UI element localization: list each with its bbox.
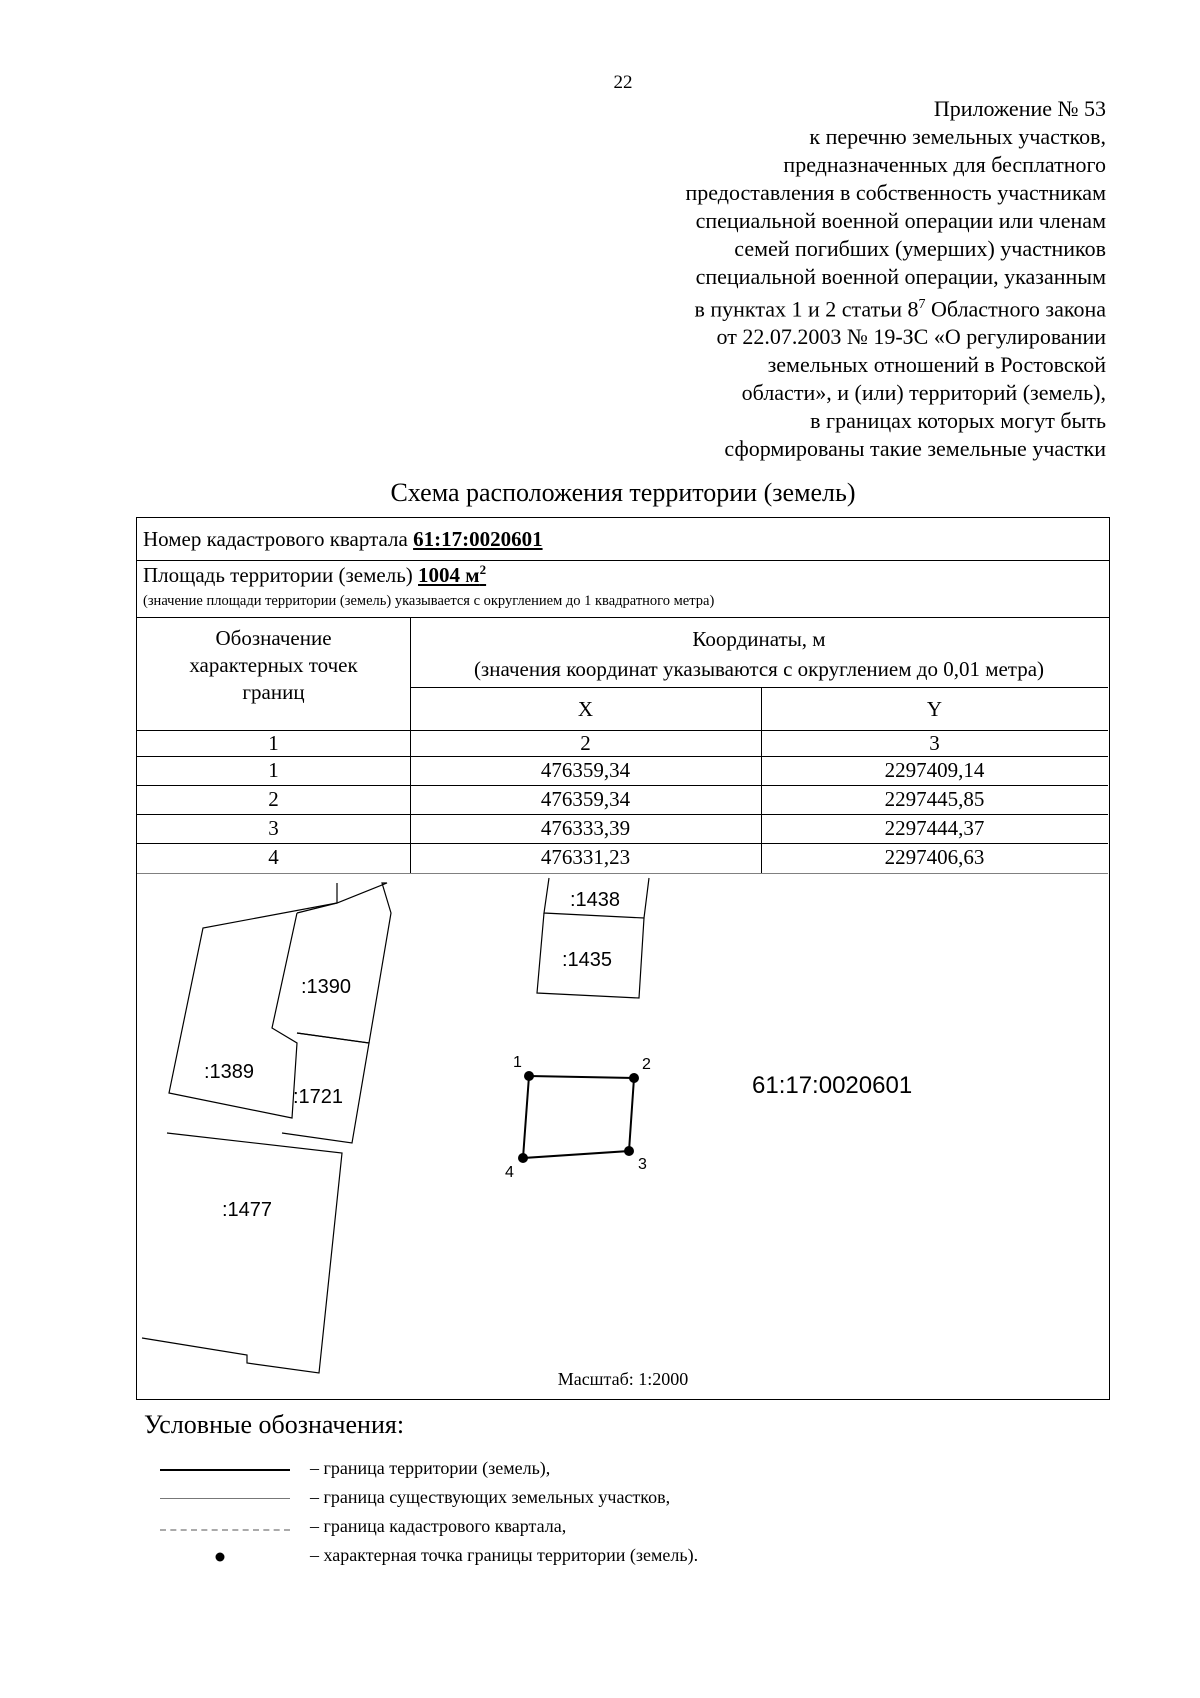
- parcel-label-1389: :1389: [204, 1061, 255, 1083]
- dot-icon: [160, 1549, 290, 1565]
- legend-text: – граница территории (земель),: [310, 1458, 551, 1478]
- coord-y: 2297444,37: [884, 816, 985, 840]
- boundary-point-3: [624, 1146, 634, 1156]
- cadastral-number: 61:17:0020601: [413, 527, 543, 551]
- territory-boundary: [518, 1071, 639, 1163]
- appendix-line: в границах которых могут быть: [810, 408, 1106, 434]
- point-symbol: [160, 1549, 290, 1565]
- quarter-label: 61:17:0020601: [752, 1072, 913, 1099]
- point-label-1: 1: [513, 1054, 522, 1071]
- coordinates-table: [137, 617, 1108, 873]
- appendix-line: земельных отношений в Ростовской: [767, 352, 1106, 378]
- appendix-line: предназначенных для бесплатного: [783, 152, 1106, 177]
- boundary-point-4: [518, 1153, 528, 1163]
- point-label-4: 4: [505, 1164, 514, 1181]
- legend-text: – характерная точка границы территории (земель).: [310, 1545, 699, 1565]
- cadastral-map: [137, 873, 1108, 1399]
- appendix-line: к перечню земельных участков,: [809, 124, 1106, 149]
- appendix-line: специальной военной операции или членам: [695, 208, 1106, 233]
- parcel-label-1721: :1721: [293, 1086, 344, 1108]
- coord-x: 476359,34: [540, 758, 631, 782]
- appendix-line: [546, 291, 1106, 323]
- parcel-label-1438: :1438: [570, 889, 621, 911]
- legend-quarter-boundary: [160, 1516, 860, 1540]
- solid-line-symbol: [160, 1469, 290, 1471]
- area-unit-sup: 2: [479, 562, 487, 577]
- parcel-label-1477: :1477: [222, 1199, 273, 1221]
- appendix-line: семей погибших (умерших) участников: [734, 236, 1106, 261]
- coord-y: 2297445,85: [884, 787, 985, 811]
- coordinates-note: (значения координат указываются с округлением до 0,01 метра): [473, 657, 1045, 681]
- legend-territory-boundary: [160, 1458, 860, 1482]
- map-scale: Масштаб: 1:2000: [557, 1369, 689, 1389]
- territory-polygon: [523, 1076, 634, 1158]
- col-header-y: Y: [926, 697, 943, 721]
- cadastral-label: Номер кадастрового квартала: [143, 527, 414, 551]
- appendix-line: области», и (или) территорий (земель),: [741, 380, 1106, 406]
- area-number: 1004 м: [418, 563, 480, 587]
- scheme-title: Схема расположения территории (земель): [390, 478, 856, 507]
- thin-line-symbol: [160, 1498, 290, 1499]
- point-number: 3: [268, 816, 279, 840]
- legend-parcel-boundary: [160, 1487, 860, 1511]
- legend-boundary-point: [160, 1545, 860, 1569]
- col-number: 1: [268, 731, 279, 755]
- superscript: 7: [918, 297, 926, 312]
- appendix-line: специальной военной операции, указанным: [695, 264, 1106, 289]
- appendix-line: предоставления в собственность участникам: [685, 180, 1106, 205]
- col-header-x: X: [577, 697, 594, 721]
- point-number: 4: [268, 845, 279, 869]
- cadastral-text: [143, 527, 543, 552]
- col-header-points: Обозначение характерных точек границ: [189, 626, 358, 704]
- point-number: 1: [268, 758, 279, 782]
- appendix-line-text: в пунктах 1 и 2 статьи 8: [694, 296, 919, 322]
- appendix-line: Приложение № 53: [933, 96, 1106, 121]
- dashed-line-symbol: [160, 1529, 290, 1531]
- parcel-label-1390: :1390: [301, 976, 352, 998]
- col-header-coordinates: Координаты, м: [692, 627, 826, 651]
- point-number: 2: [268, 787, 279, 811]
- appendix-line: сформированы такие земельные участки: [724, 436, 1106, 462]
- appendix-header: [546, 95, 1106, 463]
- coord-x: 476331,23: [540, 845, 631, 869]
- legend-text: – граница кадастрового квартала,: [310, 1516, 567, 1536]
- area-text: [143, 562, 486, 588]
- cadastral-row: [137, 518, 1109, 561]
- col-number: 3: [929, 731, 940, 755]
- legend-text: – граница существующих земельных участков,: [310, 1487, 671, 1507]
- col-number: 2: [580, 731, 591, 755]
- area-row: [137, 560, 1109, 618]
- page-number: 22: [613, 72, 633, 93]
- area-note: (значение площади территории (земель) указывается с округлением до 1 квадратного метра): [143, 593, 715, 609]
- point-label-3: 3: [638, 1156, 647, 1173]
- appendix-line-tail: Областного закона: [925, 296, 1106, 322]
- boundary-point-1: [524, 1071, 534, 1081]
- area-value: [418, 563, 486, 587]
- coord-y: 2297406,63: [884, 845, 985, 869]
- coord-y: 2297409,14: [884, 758, 985, 782]
- area-label: Площадь территории (земель): [143, 563, 419, 587]
- point-label-2: 2: [642, 1056, 651, 1073]
- coord-x: 476333,39: [540, 816, 631, 840]
- parcel-label-1435: :1435: [562, 949, 613, 971]
- boundary-point-2: [629, 1073, 639, 1083]
- parcel-1390-boundary: [297, 883, 391, 1043]
- scheme-frame: [136, 517, 1110, 1400]
- parcel-1477-boundary: [142, 1133, 342, 1373]
- legend-title: Условные обозначения:: [144, 1410, 405, 1439]
- appendix-line: от 22.07.2003 № 19-ЗС «О регулировании: [716, 324, 1106, 350]
- coord-x: 476359,34: [540, 787, 631, 811]
